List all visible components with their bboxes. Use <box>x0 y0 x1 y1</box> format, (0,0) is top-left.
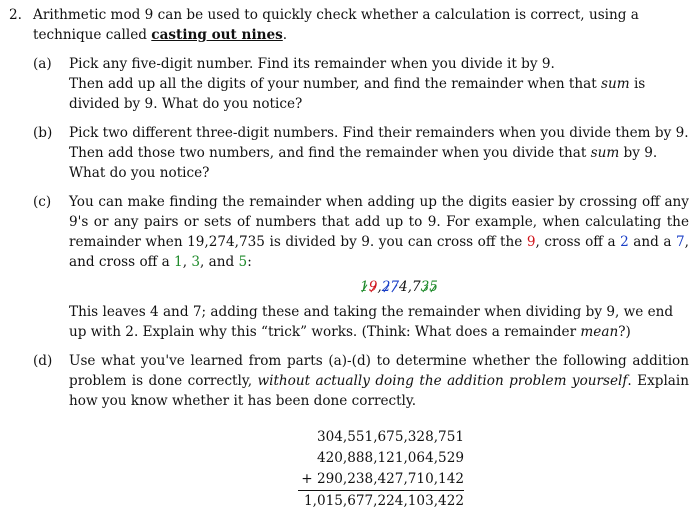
remaining-digit-7: 7 <box>411 279 421 295</box>
addition-result: 1,015,677,224,103,422 <box>304 493 464 509</box>
digit-one-green: 1 <box>174 254 183 270</box>
digit-two-blue: 2 <box>620 234 629 250</box>
mean-emphasis: mean <box>580 324 619 340</box>
part-b-line1: Pick two different three-digit numbers. Find their remainders when you divide them by 9. <box>69 125 689 141</box>
part-c-text-2: , cross off a <box>535 234 621 250</box>
part-c-explanation <box>69 302 689 342</box>
number-comma: , <box>377 279 382 295</box>
part-d <box>9 351 689 511</box>
crossed-digit-2: 2 <box>381 279 391 295</box>
problem-2 <box>9 5 689 511</box>
crossed-digit-3: 3 <box>420 279 430 295</box>
part-a <box>9 54 689 114</box>
part-d-text-end: . Explain how you know whether it has been done correctly. <box>69 373 689 409</box>
part-d-paragraph <box>69 351 689 411</box>
part-b <box>9 123 689 183</box>
problem-intro <box>9 5 689 45</box>
part-b-label: (b) <box>33 125 53 141</box>
part-c-text-4: , and cross off a <box>69 234 689 270</box>
part-a-line2-text: Then add up all the digits of your number, and find the remainder when that <box>69 76 602 92</box>
part-c-colon: : <box>247 254 252 270</box>
addend-2: 420,888,121,064,529 <box>316 450 464 466</box>
digit-seven-blue: 7 <box>676 234 685 250</box>
part-b-sum-emphasis: sum <box>590 145 620 161</box>
addend-3: + 290,238,427,710,142 <box>298 469 464 491</box>
part-a-line2-end: is divided by 9. What do you notice? <box>69 76 646 112</box>
part-d-text: Use what you've learned from parts (a)-(d) to determine whether the following addition problem is done correctly, <box>69 353 689 389</box>
part-a-sum-emphasis: sum <box>601 76 630 92</box>
digit-nine-red: 9 <box>526 234 536 250</box>
part-b-line2-end: by 9. What do you notice? <box>69 145 658 181</box>
intro-period: . <box>282 27 288 43</box>
crossed-digit-5: 5 <box>429 279 438 295</box>
part-c-text-3: and a <box>628 234 677 250</box>
part-b-line2-text: Then add those two numbers, and find the remainder when you divide that <box>69 145 591 161</box>
crossed-out-number <box>69 277 689 297</box>
part-d-label: (d) <box>33 353 53 369</box>
number-comma: , <box>407 279 412 295</box>
crossed-digit-7: 7 <box>390 279 399 295</box>
part-d-emphasis: without actually doing the addition problem yourself <box>257 373 628 389</box>
part-c-label: (c) <box>33 194 52 210</box>
intro-text: Arithmetic mod 9 can be used to quickly check whether a calculation is correct, using a technique called <box>33 7 639 43</box>
part-c-comma: , <box>182 254 192 270</box>
part-b-line2 <box>69 143 689 183</box>
crossed-digit-9: 9 <box>368 279 378 295</box>
part-c-explanation-end: ?) <box>618 324 631 340</box>
part-c-paragraph <box>69 192 689 272</box>
digit-three-green: 3 <box>191 254 201 270</box>
remaining-digit-4: 4 <box>399 279 408 295</box>
part-a-label: (a) <box>33 56 52 72</box>
part-a-line2 <box>69 74 689 114</box>
addend-1: 304,551,675,328,751 <box>316 429 464 445</box>
part-c <box>9 192 689 342</box>
digit-five-green: 5 <box>238 254 248 270</box>
crossed-digit-1: 1 <box>360 279 369 295</box>
part-c-explanation-text: This leaves 4 and 7; adding these and taking the remainder when dividing by 9, we end up with 2. Explain why this “trick” works. (Think: What does a remainder <box>69 304 674 340</box>
part-c-text: You can make finding the remainder when adding up the digits easier by crossing off any 9's or any pairs or sets of numbers that add up to 9. For example, when calculating the remainder when 19,274,735 is divided by 9. you can cross off the <box>69 194 689 250</box>
addition-problem <box>298 427 464 511</box>
part-c-text-5: , and <box>200 254 239 270</box>
part-a-line1: Pick any five-digit number. Find its remainder when you divide it by 9. <box>69 56 555 72</box>
problem-number: 2. <box>9 7 22 23</box>
topic-term: casting out nines <box>151 27 283 43</box>
